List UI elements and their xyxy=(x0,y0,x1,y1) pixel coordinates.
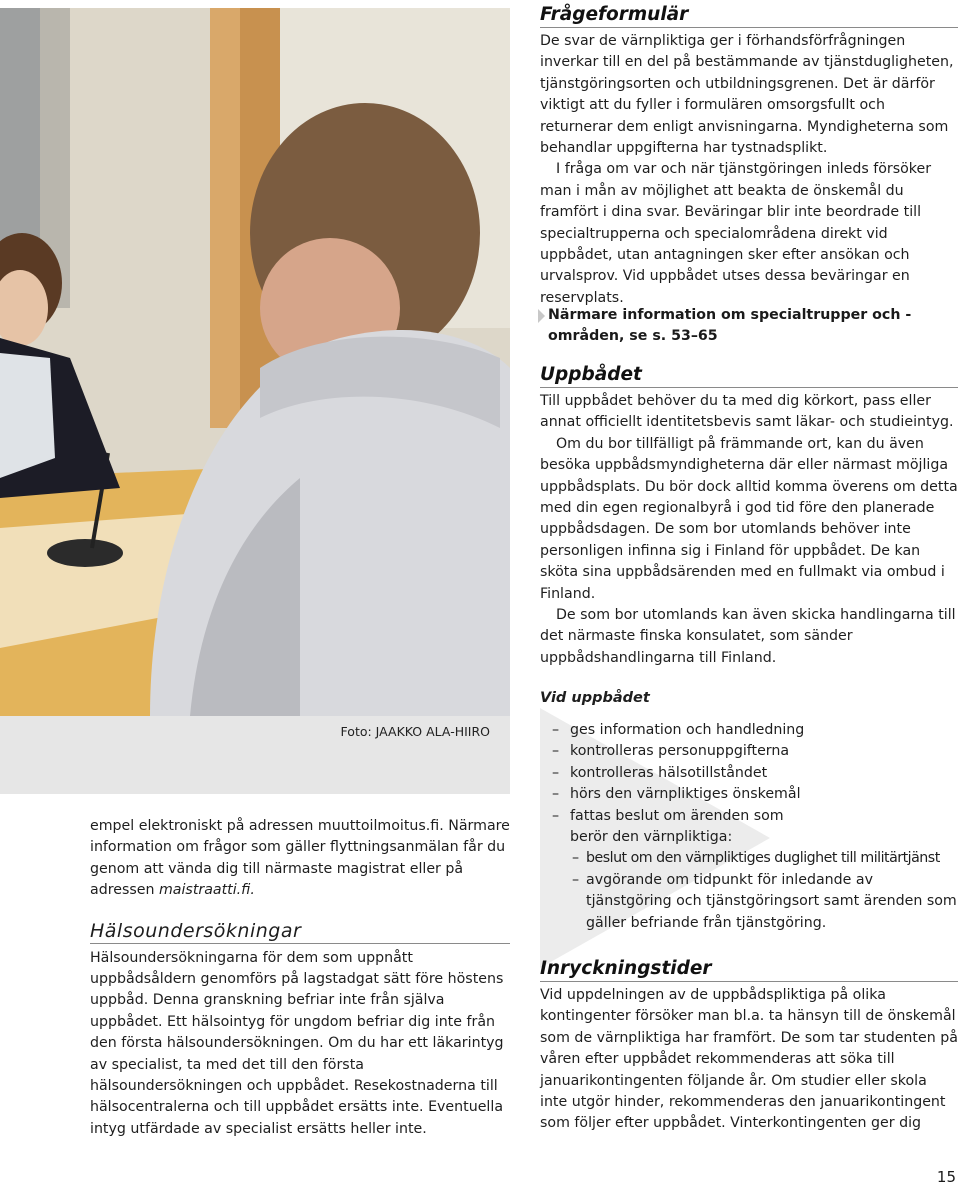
list-item: – ges information och handledning xyxy=(540,720,960,741)
left-paragraph-1-text: empel elektroniskt på adressen muuttoilmoitus.fi. Närmare information om frågor som gäller flyttningsanmälan får du genom att vända dig till närmaste magistrat eller på adressen xyxy=(90,818,510,899)
photo-caption-band xyxy=(0,716,510,794)
magistrate-link: maistraatti.fi. xyxy=(158,882,255,899)
heading-fragformular: Frågeformulär xyxy=(540,4,958,28)
list-item: – kontrolleras hälsotillståndet xyxy=(540,763,960,784)
photo xyxy=(0,8,510,716)
photo-scene xyxy=(0,8,510,716)
fragformular-paragraph-1: De svar de värnpliktiga ger i förhandsförfrågningen inverkar till en del på bestämmande av tjänstdugligheten, tjänstgöringsorten och utbildningsgrenen. Det är därför viktigt att du fyller i formulären omsorgsfullt och returnerar dem enligt anvisningarna. Myndigheterna som behandlar uppgifterna har tystnadsplikt. xyxy=(540,33,954,157)
left-paragraph-1 xyxy=(90,816,510,902)
uppbadet-paragraph-2: Om du bor tillfälligt på främmande ort, kan du även besöka uppbådsmyndigheterna där eller närmast möjliga uppbådsplats. Du bör dock alltid komma överens om detta med din egen regionalbyrå i god tid före den planerade uppbådsdagen. De som bor utomlands behöver inte personligen infinna sig i Finland för uppbådet. De kan sköta sina uppbådsärenden med en fullmakt via ombud i Finland. xyxy=(540,435,958,602)
section-left-text xyxy=(90,816,510,1140)
spacer xyxy=(90,902,510,920)
list-item-text: fattas beslut om ärenden som berör den värnpliktiga: xyxy=(570,807,784,846)
uppbadet-paragraph-3: De som bor utomlands kan även skicka handlingarna till det närmaste finska konsulatet, som sänder uppbådshandlingarna till Finland. xyxy=(540,607,956,666)
heading-halsoundersokningar: Hälsoundersökningar xyxy=(90,920,510,944)
list-item xyxy=(540,806,960,934)
vid-uppbadet-sublist xyxy=(570,848,957,934)
list-item: – kontrolleras personuppgifterna xyxy=(540,741,960,762)
list-item: – hörs den värnpliktiges önskemål xyxy=(540,784,960,805)
info-note-text: Närmare information om specialtrupper och -områden, se s. 53–65 xyxy=(548,307,912,345)
photo-credit: Foto: JAAKKO ALA-HIIRO xyxy=(340,724,490,739)
section-vid-uppbadet xyxy=(540,688,960,934)
inryckning-paragraph-1: Vid uppdelningen av de uppbådspliktiga på olika kontingenter försöker man bl.a. ta hänsyn till de önskemål som de värnpliktiga har framfört. De som tar studenten på våren efter uppbådet rekommenderas att söka till januarikontingenten följande år. Om studier eller skola inte utgör hinder, rekommenderas den januarikontingent som följer efter uppbådet. Vinterkontingenten ger dig xyxy=(540,987,958,1132)
subheading-vid-uppbadet: Vid uppbådet xyxy=(540,690,650,706)
section-inryckningstider xyxy=(540,958,958,1135)
list-subitem: – avgörande om tidpunkt för inledande av tjänstgöring och tjänstgöringsort samt ärenden som gäller befriande från tjänstgöring. xyxy=(540,870,960,934)
halsa-paragraph-1: Hälsoundersökningarna för dem som uppnått uppbådsåldern genomförs på lagstadgat sätt före höstens uppbåd. Denna granskning befriar inte från själva uppbådet. Ett hälsointyg för ungdom befriar dig inte från den första hälsoundersökningen. Om du har ett läkarintyg av specialist, ta med det till den första hälsoundersökningen och uppbådet. Resekostnaderna till hälsocentralerna och till uppbådet ersätts inte. Eventuella intyg utfärdade av specialist ersätts heller inte. xyxy=(90,949,504,1137)
uppbadet-paragraph-1: Till uppbådet behöver du ta med dig körkort, pass eller annat officiellt identitetsbevis samt läkar- och studieintyg. xyxy=(540,393,954,431)
info-note xyxy=(548,305,958,348)
heading-inryckningstider: Inryckningstider xyxy=(540,958,958,982)
heading-uppbadet: Uppbådet xyxy=(540,364,958,388)
page-number: 15 xyxy=(936,1168,956,1186)
list-subitem: – beslut om den värnpliktiges duglighet till militärtjänst xyxy=(540,848,960,869)
section-uppbadet xyxy=(540,364,958,669)
info-arrow-icon xyxy=(538,309,545,323)
section-fragformular xyxy=(540,4,958,309)
vid-uppbadet-list xyxy=(540,720,960,934)
fragformular-paragraph-2: I fråga om var och när tjänstgöringen inleds försöker man i mån av möjlighet att beakta de önskemål du framfört i dina svar. Beväringar blir inte beordrade till specialtrupperna och specialområdena direkt vid uppbådet, utan antagningen sker efter ansökan och urvalsprov. Vid uppbådet utses dessa beväringar en reservplats. xyxy=(540,161,932,306)
